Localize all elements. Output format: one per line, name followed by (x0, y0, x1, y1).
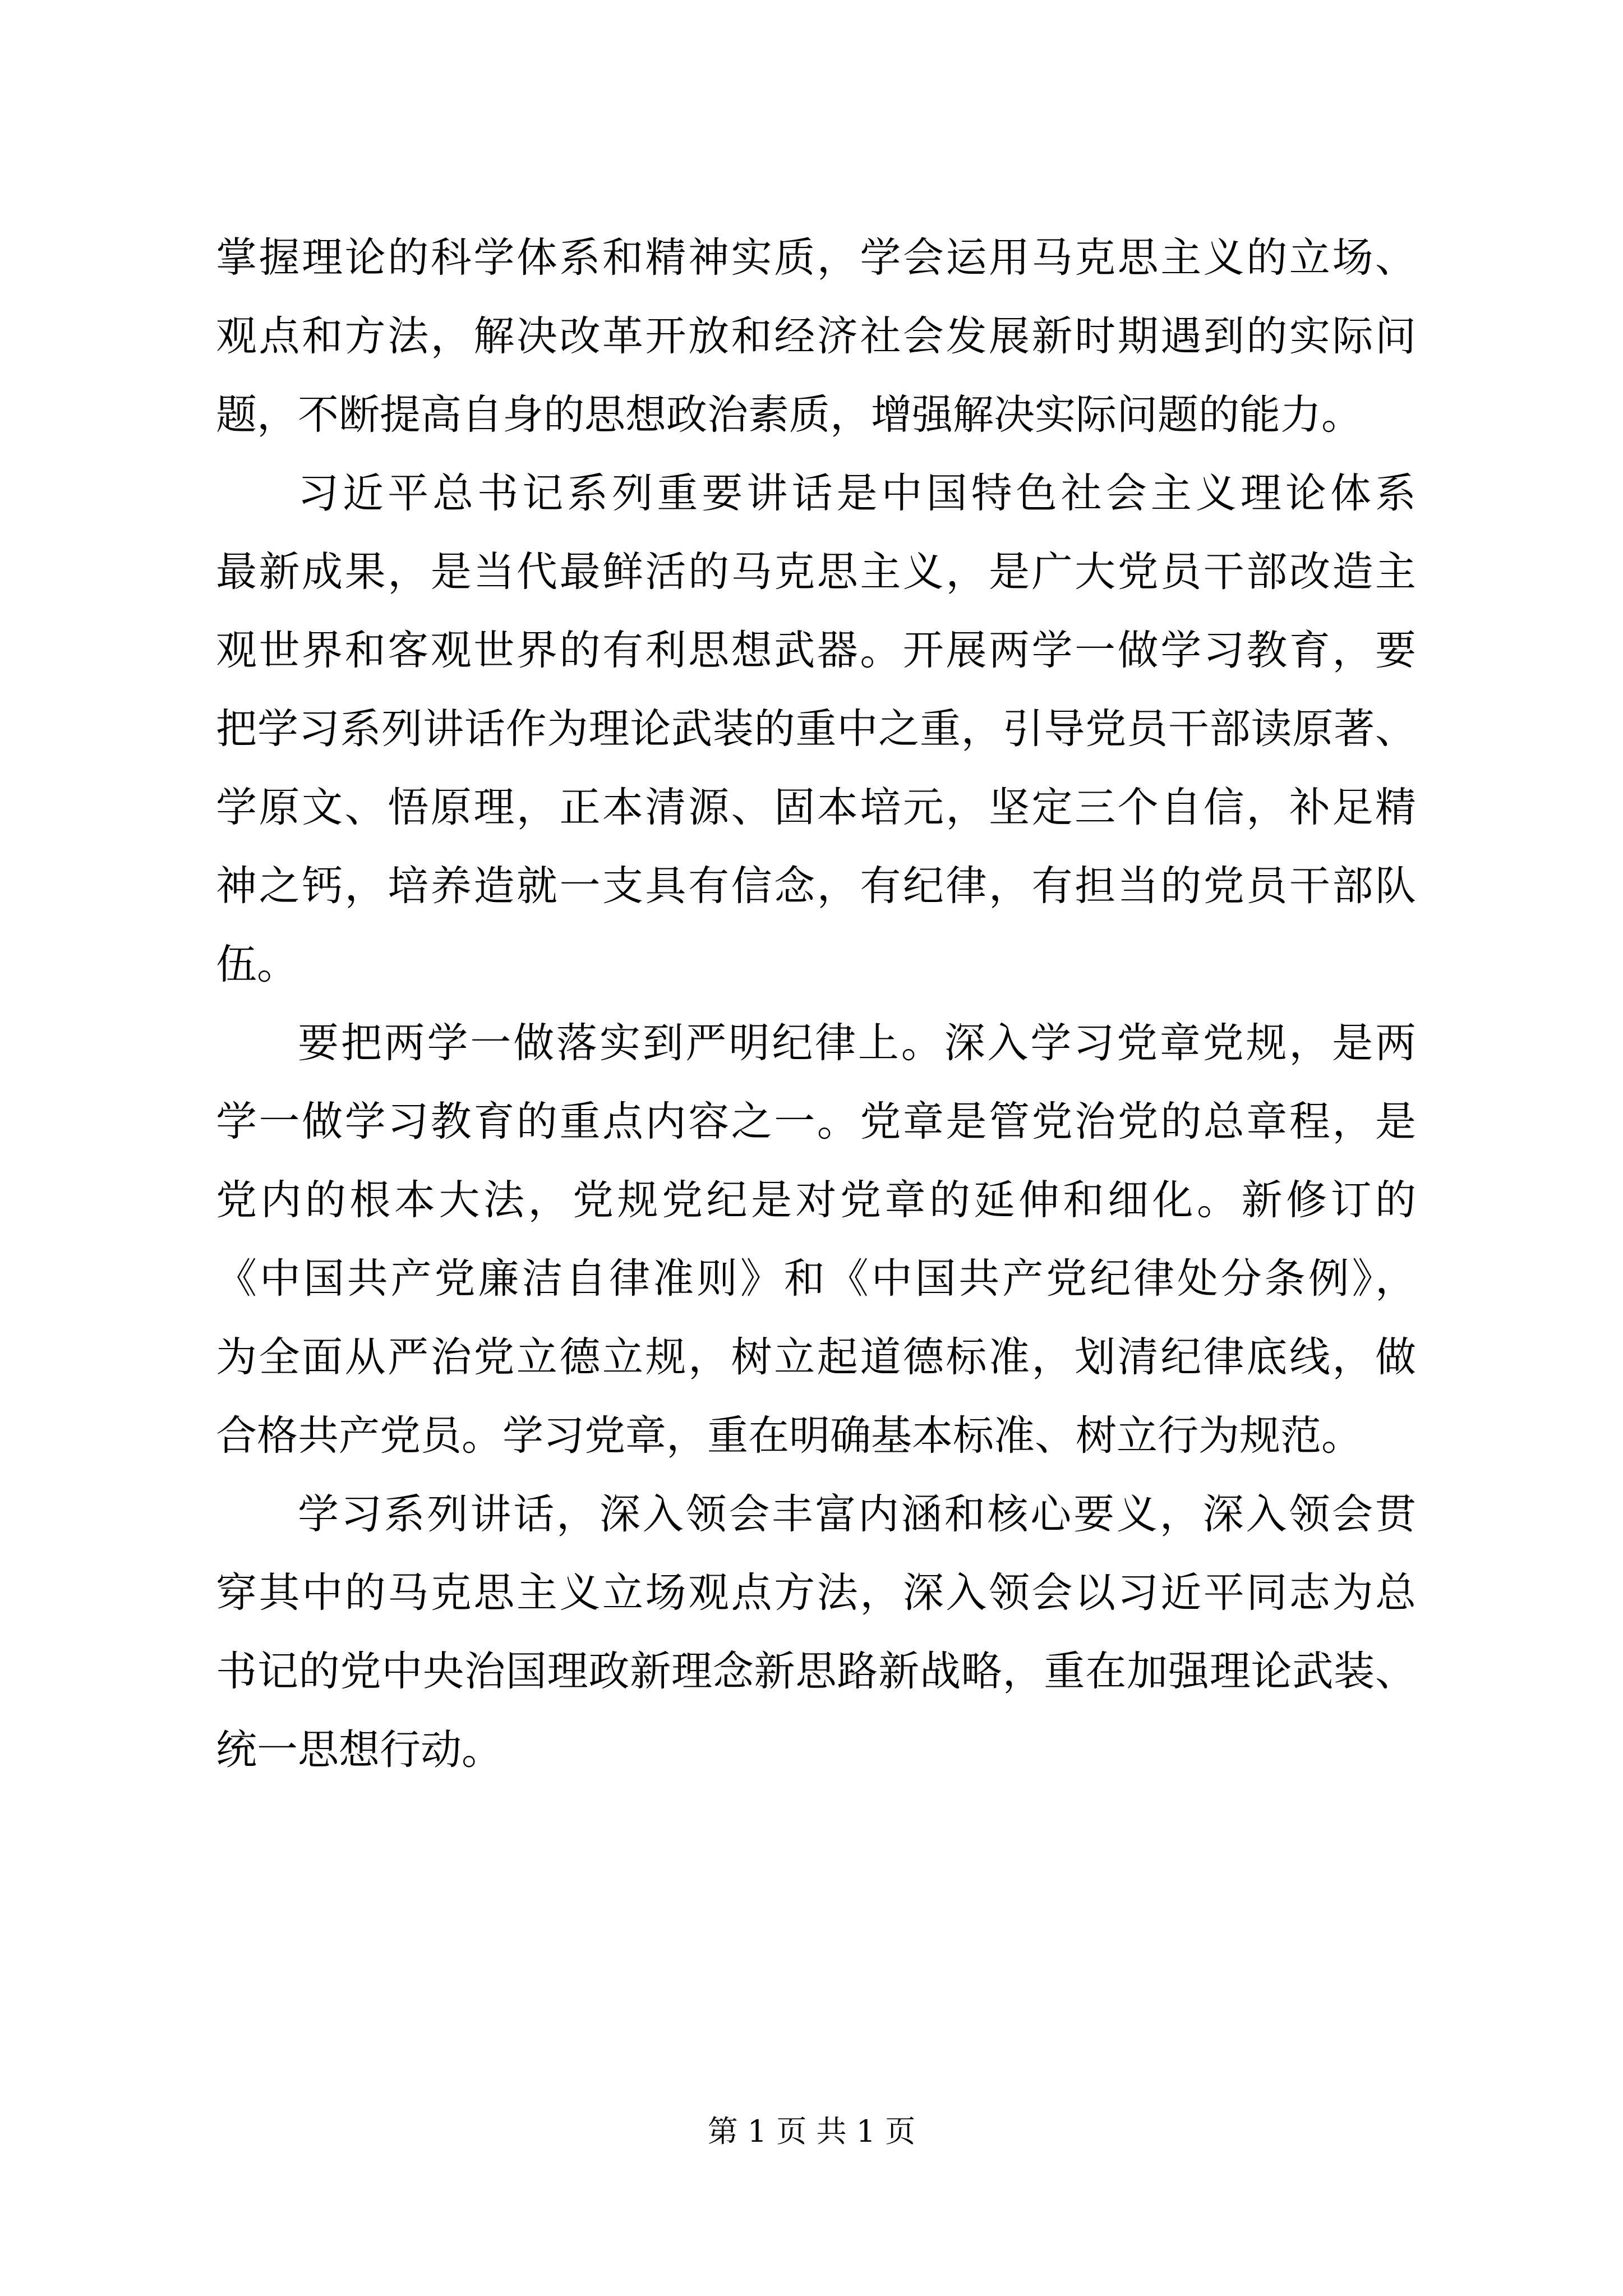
paragraph-2-line-1: 习近平总书记系列重要讲话是中国特色社会主义理论体系 (298, 470, 1416, 517)
paragraph-2-line-3: 观世界和客观世界的有利思想武器。开展两学一做学习教育，要 (216, 627, 1416, 674)
paragraph-1-line-3: 题，不断提高自身的思想政治素质，增强解决实际问题的能力。 (216, 391, 1362, 439)
paragraph-3-line-6: 合格共产党员。学习党章，重在明确基本标准、树立行为规范。 (216, 1412, 1362, 1460)
page-number-footer: 第 1 页 共 1 页 (707, 2114, 916, 2149)
paragraph-4-line-4: 统一思想行动。 (216, 1726, 502, 1774)
paragraph-4-line-2: 穿其中的马克思主义立场观点方法，深入领会以习近平同志为总 (216, 1569, 1416, 1617)
paragraph-3-line-5: 为全面从严治党立德立规，树立起道德标准，划清纪律底线，做 (216, 1333, 1416, 1381)
paragraph-2-line-4: 把学习系列讲话作为理论武装的重中之重，引导党员干部读原著、 (216, 705, 1416, 753)
paragraph-4-line-1: 学习系列讲话，深入领会丰富内涵和核心要义，深入领会贯 (298, 1490, 1416, 1538)
paragraph-1-line-1: 掌握理论的科学体系和精神实质，学会运用马克思主义的立场、 (216, 234, 1416, 282)
paragraph-2-line-2: 最新成果，是当代最鲜活的马克思主义，是广大党员干部改造主 (216, 548, 1416, 596)
paragraph-3-line-4: 《中国共产党廉洁自律准则》和《中国共产党纪律处分条例》， (216, 1255, 1416, 1303)
paragraph-3-line-3: 党内的根本大法，党规党纪是对党章的延伸和细化。新修订的 (216, 1176, 1416, 1224)
paragraph-3-line-2: 学一做学习教育的重点内容之一。党章是管党治党的总章程，是 (216, 1098, 1416, 1145)
paragraph-1-line-2: 观点和方法，解决改革开放和经济社会发展新时期遇到的实际问 (216, 312, 1416, 360)
paragraph-2-line-7: 伍。 (216, 941, 298, 988)
paragraph-4-line-3: 书记的党中央治国理政新理念新思路新战略，重在加强理论武装、 (216, 1648, 1416, 1695)
paragraph-3-line-1: 要把两学一做落实到严明纪律上。深入学习党章党规，是两 (298, 1019, 1416, 1067)
paragraph-2-line-5: 学原文、悟原理，正本清源、固本培元，坚定三个自信，补足精 (216, 784, 1416, 831)
paragraph-2-line-6: 神之钙，培养造就一支具有信念，有纪律，有担当的党员干部队 (216, 862, 1416, 910)
